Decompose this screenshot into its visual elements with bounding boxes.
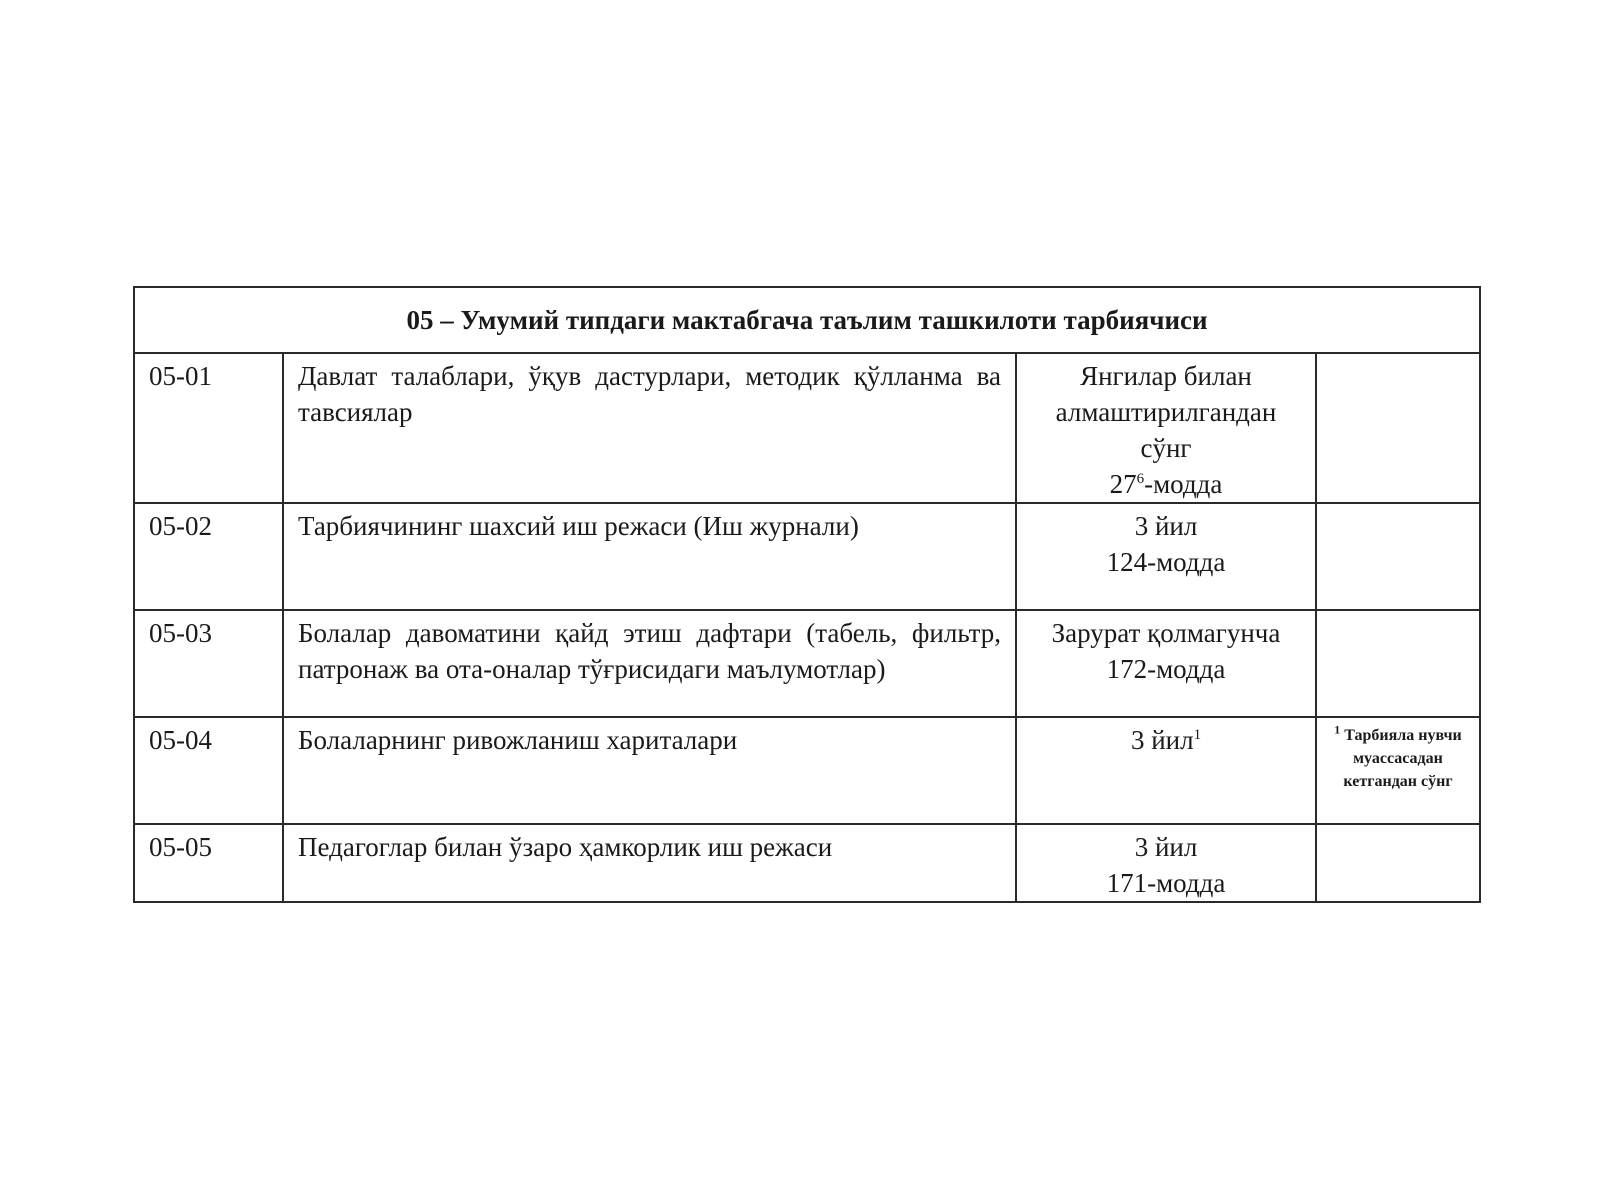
footnote-marker: 1 [1193, 727, 1202, 743]
period-line: Янгилар билан [1080, 361, 1252, 391]
period-text: 3 йил [1134, 832, 1198, 862]
row-description: Болаларнинг ривожланиш хариталари [283, 717, 1016, 824]
row-note [1316, 717, 1480, 824]
period-text: Зарурат қолмагунча [1051, 618, 1281, 648]
footnote-body: Тарбияла нувчи муассасадан кетгандан сўнг [1343, 727, 1462, 790]
table-row [134, 824, 1480, 902]
row-retention-period [1016, 353, 1316, 503]
row-description: Тарбиячининг шахсий иш режаси (Иш журнали) [283, 503, 1016, 610]
row-code: 05-02 [134, 503, 283, 610]
row-code: 05-01 [134, 353, 283, 503]
period-text: 3 йил [1134, 511, 1198, 541]
row-description: Педагоглар билан ўзаро ҳамкорлик иш режаси [283, 824, 1016, 902]
row-code: 05-03 [134, 610, 283, 717]
article-reference: 124-модда [1106, 547, 1226, 577]
table-row [134, 610, 1480, 717]
article-reference [1023, 466, 1309, 502]
table-row [134, 353, 1480, 503]
period-line: сўнг [1140, 433, 1192, 463]
row-note [1316, 610, 1480, 717]
footnote-marker: 1 [1334, 722, 1341, 737]
records-table [133, 286, 1481, 903]
table-title-row [134, 287, 1480, 353]
table-row [134, 503, 1480, 610]
row-code: 05-04 [134, 717, 283, 824]
row-retention-period [1016, 610, 1316, 717]
article-superscript: 6 [1136, 471, 1145, 487]
row-retention-period [1016, 503, 1316, 610]
period-text: 3 йил [1130, 725, 1194, 755]
row-code: 05-05 [134, 824, 283, 902]
row-note [1316, 503, 1480, 610]
footnote-text [1321, 724, 1475, 793]
row-description: Болалар давоматини қайд этиш дафтари (табель, фильтр, патронаж ва ота-оналар тўғрисидаги маълумотлар) [283, 610, 1016, 717]
period-reference [1023, 722, 1309, 758]
row-note [1316, 824, 1480, 902]
article-reference: 172-модда [1106, 654, 1226, 684]
row-description: Давлат талаблари, ўқув дастурлари, методик қўлланма ва тавсиялар [283, 353, 1016, 503]
row-retention-period [1016, 717, 1316, 824]
article-suffix: -модда [1144, 469, 1223, 499]
table-row [134, 717, 1480, 824]
article-number: 27 [1109, 469, 1137, 499]
row-retention-period [1016, 824, 1316, 902]
table-title: 05 – Умумий типдаги мактабгача таълим ташкилоти тарбиячиси [134, 287, 1480, 353]
row-note [1316, 353, 1480, 503]
article-reference: 171-модда [1106, 868, 1226, 898]
period-line: алмаштирилгандан [1055, 397, 1277, 427]
